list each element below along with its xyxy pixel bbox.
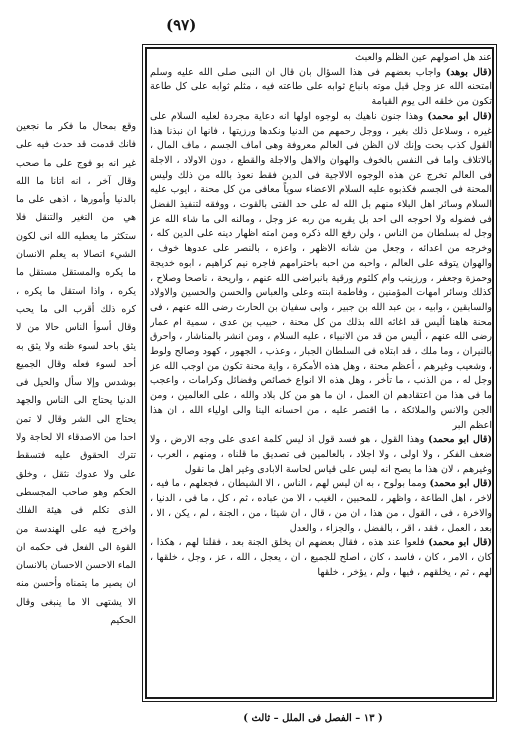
- paragraph-text: ومما بولوح ، به ان ليس لهم ، الناس ، الا الشيطان ، فجعلهم ، ما فيه ، لاخر ، اهل الطاعة ، واظهر ، للمحبين ، الغيب ، الا من عباده ، ثم ، كل ، ما فى ، الدنيا ، والاخرة ، فى ، القول ، من هذا ، ان من ، قال ، ان شيئا ، من ، الجنة ، لم ، يكن ، الا ، بعد ، العمل ، فقد ، اقر ، بالفضل ، والجزاء ، والعدل: [150, 478, 492, 534]
- paragraph-text: فلعوا عند هذه ، فقال بعضهم ان يخلق الجنة بعد ، فقلنا لهم ، هكذا ، كان ، الامر ، كان ، فاسد ، كان ، اصلح للجميع ، ان ، يعجل ، الله ، عز ، وجل ، خلقها ، لهم ، ثم ، يخلقهم ، فيها ، ولم ، يؤخر ، خلقها: [150, 537, 492, 578]
- paragraph-speaker: (قال ابو محمد): [429, 478, 492, 490]
- main-text-column: [150, 51, 492, 696]
- main-paragraph: [150, 51, 492, 66]
- main-paragraph: [150, 477, 492, 536]
- paragraph-text: واجاب بعضهم فى هذا السؤال بان قال ان النبى صلى الله عليه وسلم امتحنه الله عز وجل قبل موته بانباع ثوابه على طاعته فيه ، مثلم ثوابه على كل طاعة تكون من خلقه الى يوم القيامة: [150, 66, 492, 108]
- paragraph-speaker: (قال ابو محمد): [428, 434, 492, 446]
- main-paragraph: [150, 433, 492, 477]
- main-paragraph: [150, 110, 492, 433]
- paragraph-speaker: (قال ابو محمد): [428, 537, 492, 549]
- paragraph-text: وهذا القول ، هو فسد قول اذ ليس كلمة اعدى على وجه الارض ، ولا ضعف الفكر ، ولا اولى ، ولا اجلاد ، بالعالمين فى تصديق ما قلناه ، ومنهم ، العرب ، وغيرهم ، لان هذا ما يصح انه ليس على قياس لحاسة الابادى وغير اهل ما نقول: [150, 434, 492, 475]
- page-footer: ( ١٣ – الفصل فى الملل – ثالث ): [243, 713, 383, 724]
- page-number: (٩٧): [166, 16, 197, 34]
- paragraph-text: عند هل اصولهم عين الظلم والعبث: [355, 52, 492, 63]
- paragraph-text: وهذا جنون ناهيك به لوجوه اولها انه دعاية مجردة لعليه السلام على غيره ، وسلاعل ذلك بغير ، ووجل رحمهم من الدنيا ونكدها ورزيتها ، فانها ان نبذنا هذا القول كذب بحت وإنك لان الظن فى العالم معروفة وهى اماف الجسم ، ماف المال ، بالاتلاف واما فى النفس بالخوف والهوان والاهل والاجلة والقطع ، دون الاولاد ، الاجلة فى العالم تخرج عن هذه الوجوه الالاجية فى الدين فقط نعوذ بالله من ذلك وليس المحنة فى الجسم فكذبوه عليه السلام الاعضاء سوياً معافى من كل محنة ، ايوب عليه السلام وسائر اهل البلاء منهم بل الله له على حد الفتى بالقوت ، ووفقه لتنفيذ الفضل فى فضوله ولا احوجه الى احد بل يقربه من ربه عز وجل ، ومالنه الى ما شاء الله عز وجل له بسلطان من الناس ، ولن رفع الله ذكره ومن امته اظهار دينه على الدين كله ، وخرجه من اعدائه ، وجعل من شانه الاظهر ، واعزه ، بالنصر على عدوها خوف ، والهوان يتوقه على العالم ، واحبه من احبه باحترامهم فاجره نيم كراهيم ، ابوه خديجة وحمزة وجعفر ، ورزينب وام كلثوم ورقية بانبراضى الله عنهم ، واريحة ، ناصحا وصلاح ، كذلك وسائر امهات المؤمنين ، وفاطمة ابنته وعلى والعباس والحسن والحسين والاولاد والسابقين ، وابيه ، بن عبد الله بن جبير ، وابى سفيان بن الحارث رضى الله عنهم ، فى محنة هاهنا أليس قد اغاثه الله بذلك من كل محنة ، حبيب بن عدى ، سمية ام عمار رضى الله عنهم ، أليس من قد من الانبياء ، عليه السلام ، ومن انشر بالمناشار ، واحرق بالنيران ، وما ملك ، قد ابتلاه فى السلطان الجبار ، وعذب ، الجهور ، كهود وصالح ولوط ، وشعيب وغيرهم ، أعظم محنة ، وهل هذه الأمكرة ، واية محنة تكون من اوجب الله عز وجل له ، من الذنب ، ما تأخر ، وهل هذه الا انواع خصائص وفضائل وكرامات ، واعجب ما فى هذا من اعتقادهم ان العمل ، ان ما هو من كل بلاد والله ، على العالمين ، ومن الجن والانس والملائكة ، ما اقتصر عليه ، من احسانه الينا والى اولياء الله ، ان هذا اعظم البر: [150, 110, 492, 431]
- main-paragraph: [150, 66, 492, 110]
- paragraph-speaker: (قال بوهد): [445, 66, 492, 78]
- margin-commentary: وقع بمحال ما فكر ما نجعين فانك قدمت قد حدث فيه على غير انه بو فوج على ما صحب وقال آخر ، انه اتانا ما الله بالدنيا وأمورها ، اذهى على ما هي من التغير والتنقل فلا ستكثر ما يعطيه الله انى لكون الشيء اتصالا به يعلم الانسان ما يكره والمستقل مستقل ما يكره ، واذا استقل ما يكره ، كره ذلك أقرب الى ما يحب وقال أسوأ الناس حالا من لا يثق باحد لسوء ظنه ولا يثق به أحد لسوء فعله وقال الجميع بوشدس وإلا سأل والحيل فى الدنيا يحتاج الى الناس والجهد يحتاج الى الشر وقال لا تمن احدا من الاصدقاء الا لحاجة ولا تترك الحقوق عليه فتسقط على ولا عدوك نثقل ، وخلق الحكم وهو صاحب المجسطى الذى تكلم فى هيئة الفلك واخرج فيه على الهندسة من القوة الى الفعل فى حكمه ان الماء الاحسن الاحسان بالانسان ان يصير ما يتمناه وأحسن منه الا يشتهى الا ما ينبغى وقال الحكيم: [16, 121, 136, 627]
- paragraph-speaker: (قال ابو محمد): [427, 110, 492, 122]
- main-paragraph: [150, 536, 492, 580]
